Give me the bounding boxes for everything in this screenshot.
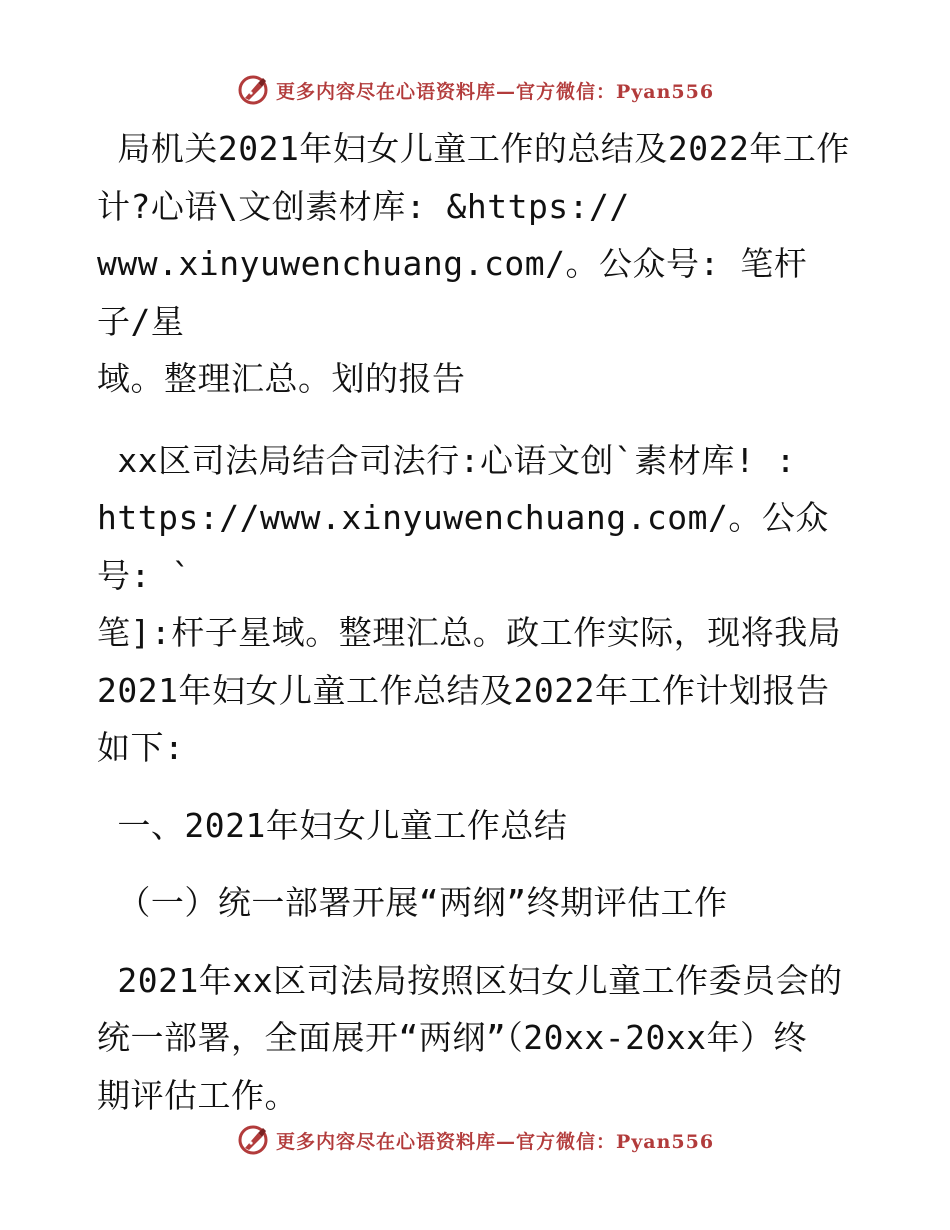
body-line: 统一部署，全面展开“两纲”（20xx-20xx年）终 xyxy=(97,1018,808,1057)
section-heading: 一、2021年妇女儿童工作总结 xyxy=(97,805,568,845)
title-line: www.xinyuwenchuang.com/。公众号: 笔杆子/星 xyxy=(97,244,808,341)
intro-line: https://www.xinyuwenchuang.com/。公众号: ` xyxy=(97,498,829,595)
header-banner-text: 更多内容尽在心语资料库—官方微信：Pyan556 xyxy=(275,80,715,103)
intro-line: 笔]:杆子星域。整理汇总。政工作实际，现将我局 xyxy=(97,613,842,652)
fountain-pen-logo-icon xyxy=(236,1123,270,1157)
document-body xyxy=(97,120,857,1124)
fountain-pen-logo-icon xyxy=(236,73,270,107)
body-paragraph xyxy=(97,952,857,1125)
footer-banner xyxy=(0,1120,950,1160)
title-line: 域。整理汇总。划的报告 xyxy=(97,359,466,398)
intro-line: 如下: xyxy=(97,728,185,767)
header-banner xyxy=(0,70,950,110)
document-title xyxy=(97,120,857,408)
intro-line: xx区司法局结合司法行:心语文创`素材库! : xyxy=(97,440,796,480)
title-line: 局机关2021年妇女儿童工作的总结及2022年工作 xyxy=(97,129,850,168)
intro-paragraph xyxy=(97,432,857,777)
intro-line: 2021年妇女儿童工作总结及2022年工作计划报告 xyxy=(97,670,830,710)
body-line: 2021年xx区司法局按照区妇女儿童工作委员会的 xyxy=(97,960,843,1000)
footer-banner-text: 更多内容尽在心语资料库—官方微信：Pyan556 xyxy=(275,1130,715,1153)
title-line: 计?心语\文创素材库: &https:// xyxy=(97,186,630,226)
subsection-heading: （一）统一部署开展“两纲”终期评估工作 xyxy=(97,883,728,922)
body-line: 期评估工作。 xyxy=(97,1075,298,1115)
